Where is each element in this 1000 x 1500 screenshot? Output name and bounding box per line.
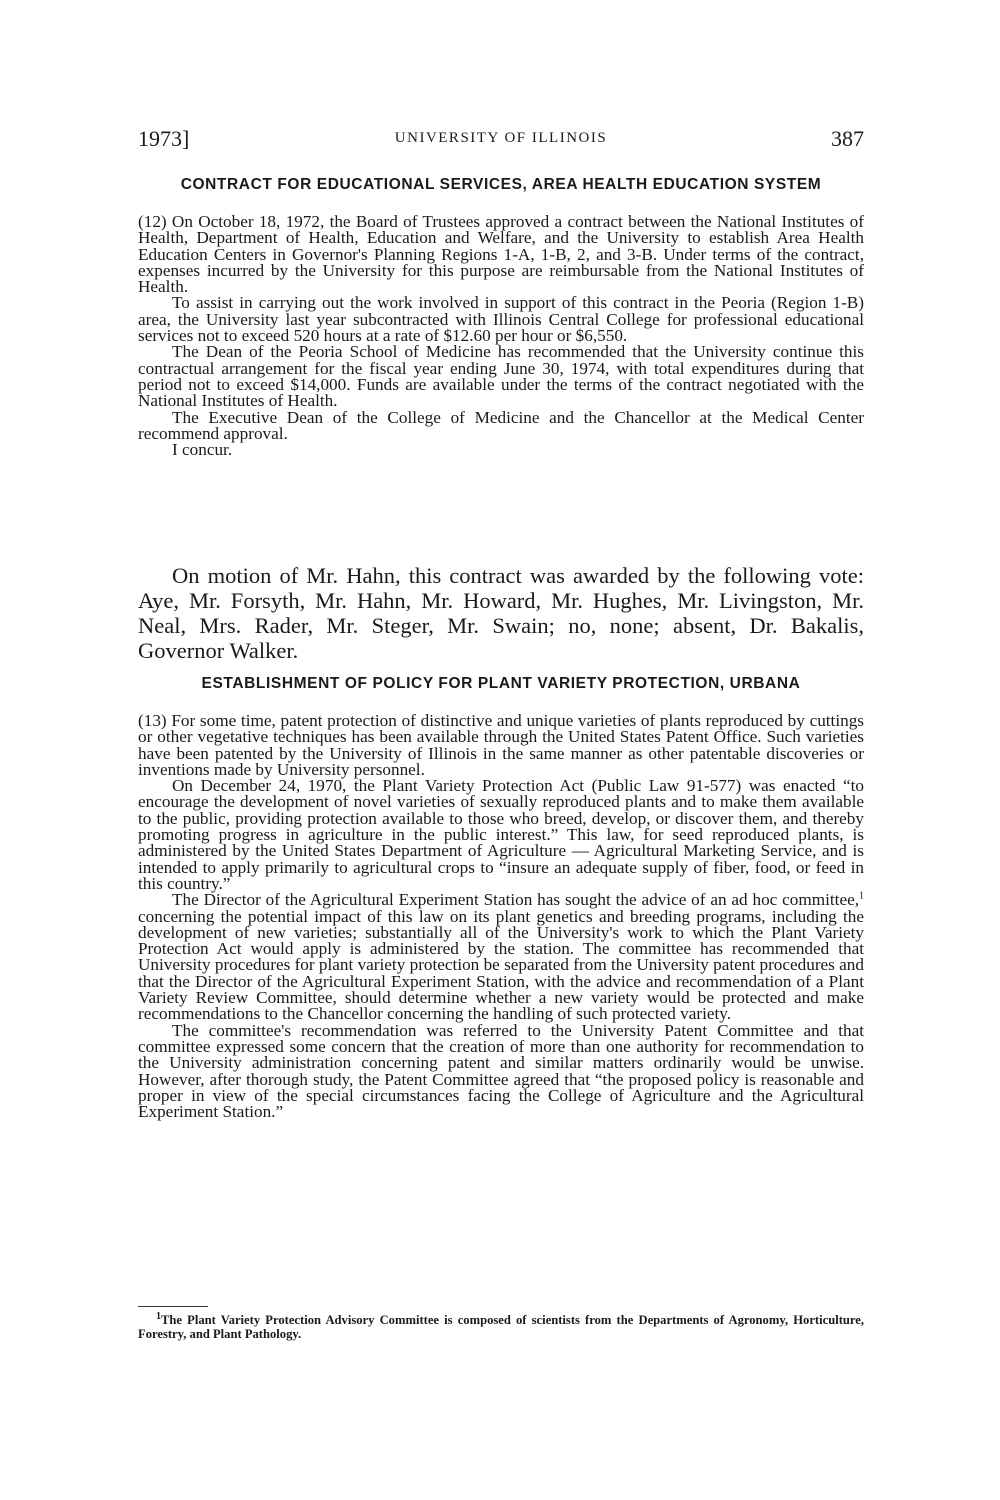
- footnote-block: [138, 1310, 864, 1341]
- motion-block: [138, 563, 864, 663]
- running-head-year: 1973]: [138, 126, 190, 151]
- section-plant-variety-body: [138, 713, 864, 1120]
- paragraph: To assist in carrying out the work involved in support of this contract in the Peoria (Region 1-B) area, the University last year subcontracted with Illinois Central College for professional educational services not to exceed 520 hours at a rate of $12.60 per hour or $6,550.: [138, 293, 864, 346]
- paragraph-text: concerning the potential impact of this law on its plant genetics and breeding programs, including the development of new varieties; substantially all of the University's work to which the Plant Variety Protection Act would apply is administered by the station. The committee has recommended that University procedures for plant variety protection be separated from the University patent procedures and that the Director of the Agricultural Experiment Station, with the advice and recommendation of a Plant Variety Review Committee, should determine whether a new variety would be protected and make recommendations to the Chancellor concerning the handling of such protected variety.: [138, 906, 864, 1024]
- paragraph: I concur.: [172, 440, 233, 460]
- section-contract-body: [138, 214, 864, 458]
- section-plant-variety: [138, 675, 864, 692]
- footnote-rule-block: [138, 1306, 864, 1307]
- page-number: 387: [831, 126, 864, 151]
- paragraph: The Dean of the Peoria School of Medicine has recommended that the University continue this contractual arrangement for the fiscal year ending June 30, 1974, with total expenditures during that period not to exceed $14,000. Funds are available under the terms of the contract negotiated with the National Institutes of Health.: [138, 342, 864, 411]
- footnote-divider: [138, 1306, 208, 1307]
- footnote: [138, 1310, 864, 1341]
- running-head: [138, 126, 864, 156]
- motion-paragraph: On motion of Mr. Hahn, this contract was awarded by the following vote: Aye, Mr. Forsyth, Mr. Hahn, Mr. Howard, Mr. Hughes, Mr. Livingston, Mr. Neal, Mrs. Rader, Mr. Steger, Mr. Swain; no, none; absent, Dr. Bakalis, Governor Walker.: [138, 563, 864, 663]
- section-contract: [138, 176, 864, 193]
- paragraph: The Executive Dean of the College of Medicine and the Chancellor at the Medical Center recommend approval.: [138, 407, 864, 443]
- section-heading: ESTABLISHMENT OF POLICY FOR PLANT VARIETY PROTECTION, URBANA: [201, 675, 801, 692]
- footnote-reference: 1: [859, 890, 864, 902]
- paragraph: The committee's recommendation was referred to the University Patent Committee and that committee expressed some concern that the creation of more than one authority for recommendation to the University administration concerning patent and similar matters ordinarily would be unwise. However, after thorough study, the Patent Committee agreed that “the proposed policy is reasonable and proper in view of the special circumstances facing the College of Agriculture and the Agricultural Experiment Station.”: [138, 1020, 864, 1122]
- paragraph: On December 24, 1970, the Plant Variety Protection Act (Public Law 91-577) was enacted “to encourage the development of novel varieties of sexually reproduced plants and to make them available to the public, providing protection available to those who breed, develop, or discover them, and thereby promoting progress in agriculture in the public interest.” This law, for seed reproduced plants, is administered by the United States Department of Agriculture — Agricultural Marketing Service, and is intended to apply primarily to agricultural crops to “insure an adequate supply of fiber, food, or feed in this country.”: [138, 776, 864, 893]
- footnote-text: The Plant Variety Protection Advisory Committee is composed of scientists from the Departments of Agronomy, Horticulture, Forestry, and Plant Pathology.: [138, 1313, 864, 1341]
- paragraph: [138, 892, 864, 1022]
- section-heading: CONTRACT FOR EDUCATIONAL SERVICES, AREA HEALTH EDUCATION SYSTEM: [180, 176, 822, 193]
- paragraph-text: The Director of the Agricultural Experiment Station has sought the advice of an ad hoc committee,: [172, 890, 859, 910]
- footnote-marker: 1: [156, 1310, 161, 1322]
- running-head-title: UNIVERSITY OF ILLINOIS: [394, 130, 608, 146]
- paragraph: (12) On October 18, 1972, the Board of Trustees approved a contract between the National Institutes of Health, Department of Health, Education and Welfare, and the University to establish Area Health Education Centers in Governor's Planning Regions 1-A, 1-B, 2, and 3-B. Under terms of the contract, expenses incurred by the University for this purpose are reimbursable from the National Institutes of Health.: [138, 212, 864, 297]
- paragraph: (13) For some time, patent protection of distinctive and unique varieties of plants reproduced by cuttings or other vegetative techniques has been available through the United States Patent Office. Such varieties have been patented by the University of Illinois in the same manner as other patentable discoveries or inventions made by University personnel.: [138, 711, 864, 779]
